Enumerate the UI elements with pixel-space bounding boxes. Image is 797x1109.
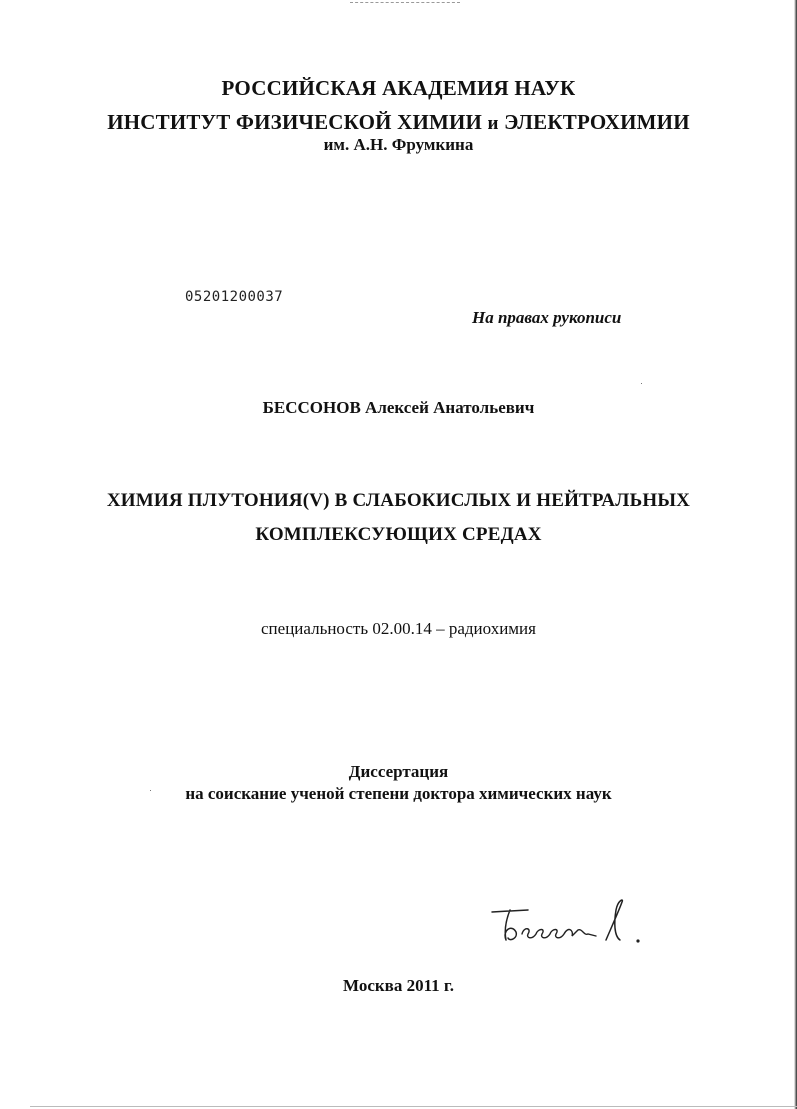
institute-named-after: им. А.Н. Фрумкина	[323, 135, 474, 154]
scan-artifact-top	[350, 2, 460, 4]
manuscript-note: На правах рукописи	[472, 308, 622, 327]
dissertation-label: Диссертация	[348, 762, 449, 781]
city-and-year: Москва 2011 г.	[343, 976, 454, 995]
institute-name-part2: ЭЛЕКТРОХИМИИ	[504, 110, 690, 134]
academy-name: РОССИЙСКАЯ АКАДЕМИЯ НАУК	[221, 76, 576, 100]
dissertation-title-line-2: КОМПЛЕКСУЮЩИХ СРЕДАХ	[255, 524, 542, 545]
institute-name	[0, 110, 797, 135]
handwritten-signature	[488, 896, 648, 948]
registry-number: 05201200037	[185, 289, 284, 305]
institute-name-conjunction: и	[487, 113, 499, 134]
institute-name-part1: ИНСТИТУТ ФИЗИЧЕСКОЙ ХИМИИ	[107, 110, 483, 134]
dissertation-purpose: на соискание ученой степени доктора химических наук	[185, 784, 612, 803]
author-name: БЕССОНОВ Алексей Анатольевич	[262, 398, 535, 417]
specialty: специальность 02.00.14 – радиохимия	[261, 619, 536, 638]
dissertation-title-line-1: ХИМИЯ ПЛУТОНИЯ(V) В СЛАБОКИСЛЫХ И НЕЙТРАЛЬНЫХ	[106, 490, 691, 511]
scan-artifact-bottom	[30, 1106, 797, 1107]
scan-speck	[641, 383, 642, 384]
